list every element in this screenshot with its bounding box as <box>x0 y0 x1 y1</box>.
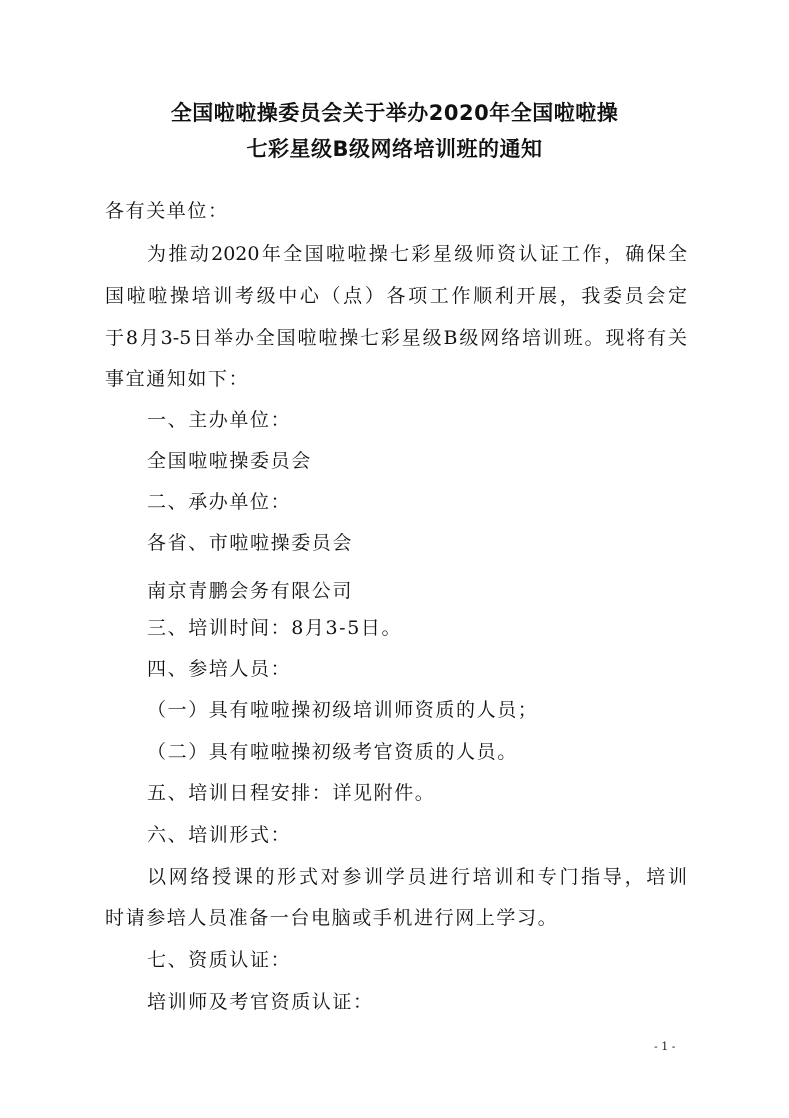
document-title-line-2: 七彩星级B级网络培训班的通知 <box>246 137 543 161</box>
intro-line-4: 事宜通知如下： <box>105 368 250 390</box>
salutation: 各有关单位： <box>105 200 229 222</box>
page-number: - 1 - <box>654 1040 676 1053</box>
document-title-line-1: 全国啦啦操委员会关于举办2020年全国啦啦操 <box>170 101 619 125</box>
section-4-item-1: （一）具有啦啦操初级培训师资质的人员； <box>147 699 539 721</box>
section-3-heading: 三、培训时间：8月3-5日。 <box>147 617 403 639</box>
section-4-heading: 四、参培人员： <box>147 658 292 680</box>
section-7-body: 培训师及考官资质认证： <box>147 991 374 1013</box>
section-6-body-line-1: 以网络授课的形式对参训学员进行培训和专门指导，培训 <box>147 866 687 888</box>
section-6-body-line-2: 时请参培人员准备一台电脑或手机进行网上学习。 <box>105 907 559 929</box>
section-2-heading: 二、承办单位： <box>147 491 292 513</box>
intro-line-3: 于8月3-5日举办全国啦啦操七彩星级B级网络培训班。现将有关 <box>105 327 687 349</box>
intro-line-2: 国啦啦操培训考级中心（点）各项工作顺利开展，我委员会定 <box>105 285 687 307</box>
section-6-heading: 六、培训形式： <box>147 824 292 846</box>
section-4-item-2: （二）具有啦啦操初级考官资质的人员。 <box>147 741 518 763</box>
section-2-body-1: 各省、市啦啦操委员会 <box>147 532 354 554</box>
section-1-heading: 一、主办单位： <box>147 409 292 431</box>
intro-line-1: 为推动2020年全国啦啦操七彩星级师资认证工作，确保全 <box>147 243 687 265</box>
section-2-body-2: 南京青鹏会务有限公司 <box>147 580 354 602</box>
section-7-heading: 七、资质认证： <box>147 949 292 971</box>
section-1-body: 全国啦啦操委员会 <box>147 450 312 472</box>
section-5-heading: 五、培训日程安排：详见附件。 <box>147 782 436 804</box>
